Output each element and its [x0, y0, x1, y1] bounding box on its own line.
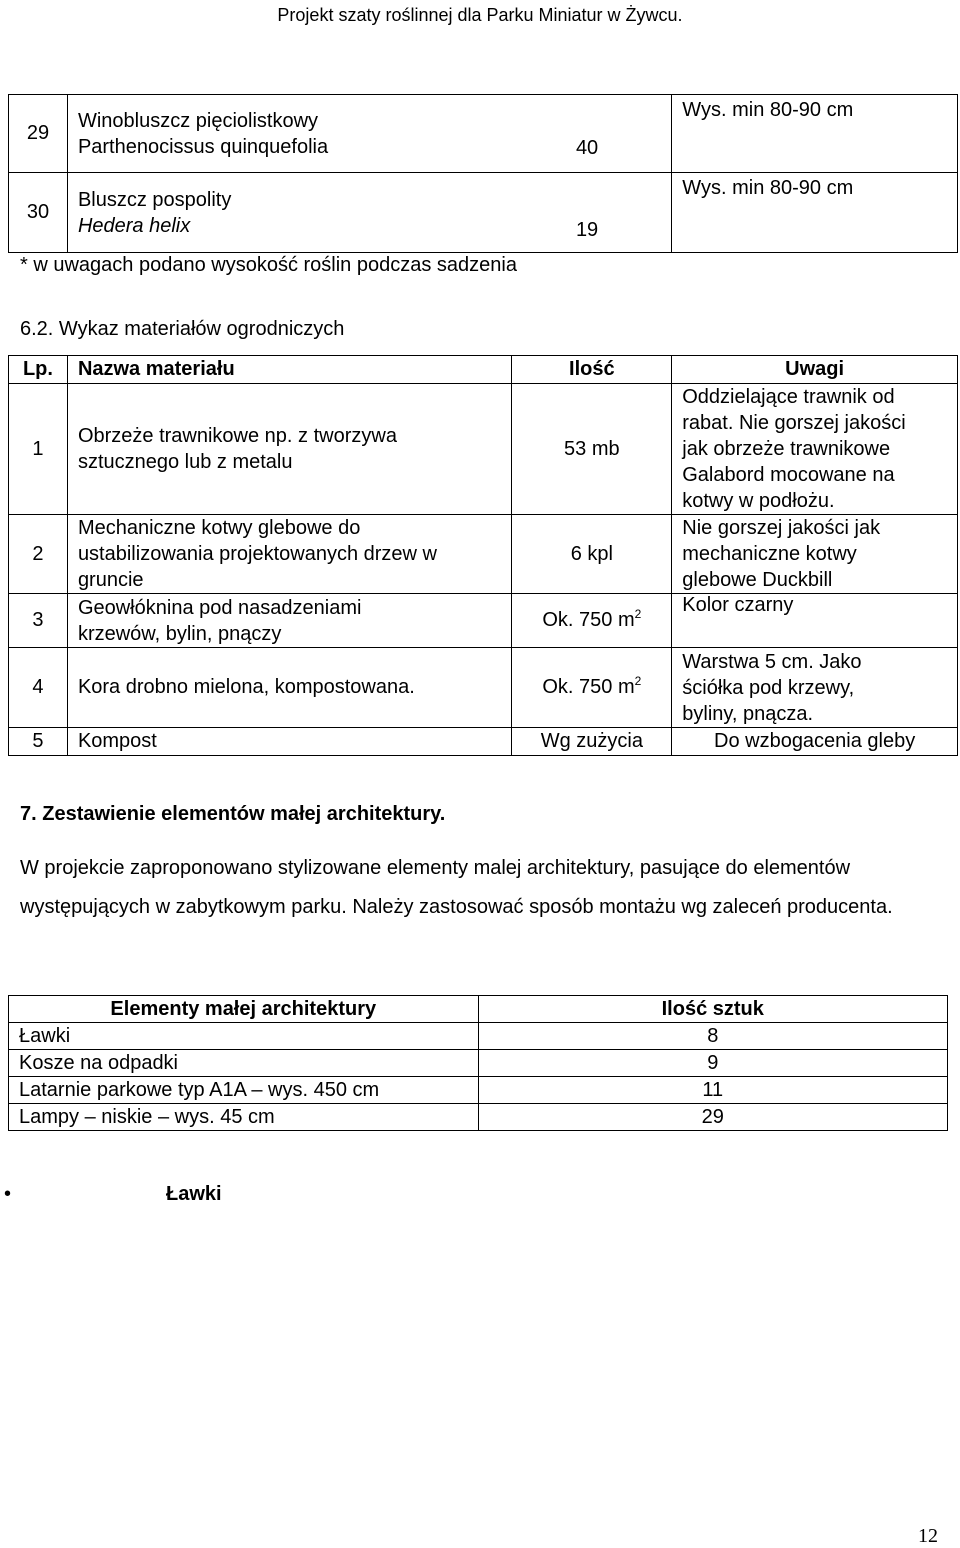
architecture-table: [8, 995, 948, 1131]
element-name: Kosze na odpadki: [9, 1050, 479, 1077]
material-no: 5: [9, 728, 68, 756]
material-note-line: Galabord mocowane na: [682, 464, 895, 486]
table-row: [9, 594, 958, 648]
material-name-line: Kompost: [77, 730, 157, 752]
material-name-line: Geowłóknina pod nasadzeniami: [77, 596, 362, 619]
material-note-line: ściółka pod krzewy,: [682, 676, 855, 699]
column-header: Ilość: [512, 356, 672, 384]
element-name: Latarnie parkowe typ A1A – wys. 450 cm: [9, 1077, 479, 1104]
element-qty: 8: [478, 1023, 947, 1050]
element-name: Lampy – niskie – wys. 45 cm: [9, 1104, 479, 1131]
table-row: [9, 1023, 948, 1050]
section-paragraph: W projekcie zaproponowano stylizowane elementy malej architektury, pasujące do elementów występujących w zabytkowym parku. Należy zastosować sposób montażu wg zaleceń producenta.: [20, 857, 893, 918]
material-note-line: Do wzbogacenia gleby: [714, 730, 916, 752]
material-note-line: Nie gorszej jakości jak: [682, 517, 881, 539]
material-note-line: mechaniczne kotwy: [682, 543, 857, 565]
material-note-line: Oddzielające trawnik od: [682, 386, 895, 408]
table-row: [9, 173, 958, 253]
column-header: Elementy małej architektury: [9, 996, 479, 1023]
section-heading: 7. Zestawienie elementów małej architektury.: [20, 803, 446, 825]
material-qty: Ok. 750 m: [542, 676, 635, 698]
table-row: [9, 95, 958, 173]
material-note-line: Kolor czarny: [682, 594, 794, 616]
element-qty: 29: [478, 1104, 947, 1131]
subsection-heading: Ławki: [166, 1183, 222, 1205]
material-no: 4: [9, 648, 68, 728]
material-name-line: Obrzeże trawnikowe np. z tworzywa: [77, 425, 397, 447]
material-name-line: ustabilizowania projektowanych drzew w: [77, 543, 437, 565]
material-qty-cell: [512, 648, 672, 728]
material-name: [67, 594, 511, 648]
plant-no: 29: [9, 95, 68, 173]
material-name: [67, 515, 511, 594]
plant-note: Wys. min 80-90 cm: [672, 95, 958, 173]
table-header-row: [9, 356, 958, 384]
table-row: [9, 648, 958, 728]
table-row: [9, 728, 958, 756]
page-number: 12: [918, 1525, 938, 1547]
section-heading: 6.2. Wykaz materiałów ogrodniczych: [20, 318, 345, 340]
plant-name: Winobluszcz pięciolistkowy: [77, 109, 319, 132]
material-note-line: byliny, pnącza.: [682, 702, 814, 725]
material-qty: Wg zużycia: [512, 728, 672, 756]
material-qty: 53 mb: [512, 384, 672, 515]
material-name: [67, 648, 511, 728]
plant-qty: 40: [575, 137, 599, 159]
table-row: [9, 515, 958, 594]
unit-exponent: 2: [634, 607, 642, 621]
plant-name-cell: [67, 173, 671, 253]
table-row: [9, 1077, 948, 1104]
element-qty: 9: [478, 1050, 947, 1077]
table-row: [9, 1104, 948, 1131]
material-qty-cell: [512, 594, 672, 648]
plant-note: Wys. min 80-90 cm: [672, 173, 958, 253]
material-note: [672, 515, 958, 594]
plants-table: [8, 94, 958, 253]
plant-no: 30: [9, 173, 68, 253]
materials-table: [8, 355, 958, 756]
plant-name: Bluszcz pospolity: [77, 188, 232, 211]
plant-latin: Parthenocissus quinquefolia: [77, 135, 329, 158]
material-name-line: Mechaniczne kotwy glebowe do: [77, 517, 361, 539]
material-note: [672, 648, 958, 728]
material-qty: Ok. 750 m: [542, 609, 635, 631]
column-header: Lp.: [9, 356, 68, 384]
material-name-line: sztucznego lub z metalu: [77, 451, 293, 473]
material-no: 1: [9, 384, 68, 515]
element-qty: 11: [478, 1077, 947, 1104]
unit-exponent: 2: [634, 674, 642, 688]
material-name: [67, 384, 511, 515]
material-no: 3: [9, 594, 68, 648]
height-note: * w uwagach podano wysokość roślin podczas sadzenia: [20, 254, 517, 276]
material-note-line: glebowe Duckbill: [682, 569, 833, 591]
material-note: [672, 384, 958, 515]
material-name: [67, 728, 511, 756]
material-note: [672, 728, 958, 756]
table-row: [9, 1050, 948, 1077]
bullet-marker: •: [4, 1183, 12, 1205]
material-note-line: kotwy w podłożu.: [682, 490, 835, 512]
column-header: Nazwa materiału: [67, 356, 511, 384]
table-header-row: [9, 996, 948, 1023]
material-no: 2: [9, 515, 68, 594]
plant-name-cell: [67, 95, 671, 173]
material-note: [672, 594, 958, 648]
material-name-line: gruncie: [77, 569, 144, 591]
material-name-line: Kora drobno mielona, kompostowana.: [77, 676, 415, 698]
material-note-line: Warstwa 5 cm. Jako: [682, 650, 862, 673]
column-header: Uwagi: [672, 356, 958, 384]
page-header: Projekt szaty roślinnej dla Parku Miniatur w Żywcu.: [277, 5, 683, 25]
material-note-line: rabat. Nie gorszej jakości: [682, 412, 906, 434]
plant-latin: Hedera helix: [77, 214, 191, 237]
material-note-line: jak obrzeże trawnikowe: [682, 438, 891, 460]
element-name: Ławki: [9, 1023, 479, 1050]
column-header: Ilość sztuk: [478, 996, 947, 1023]
table-row: [9, 384, 958, 515]
plant-qty: 19: [575, 219, 599, 241]
material-name-line: krzewów, bylin, pnączy: [77, 622, 282, 645]
material-qty: 6 kpl: [512, 515, 672, 594]
